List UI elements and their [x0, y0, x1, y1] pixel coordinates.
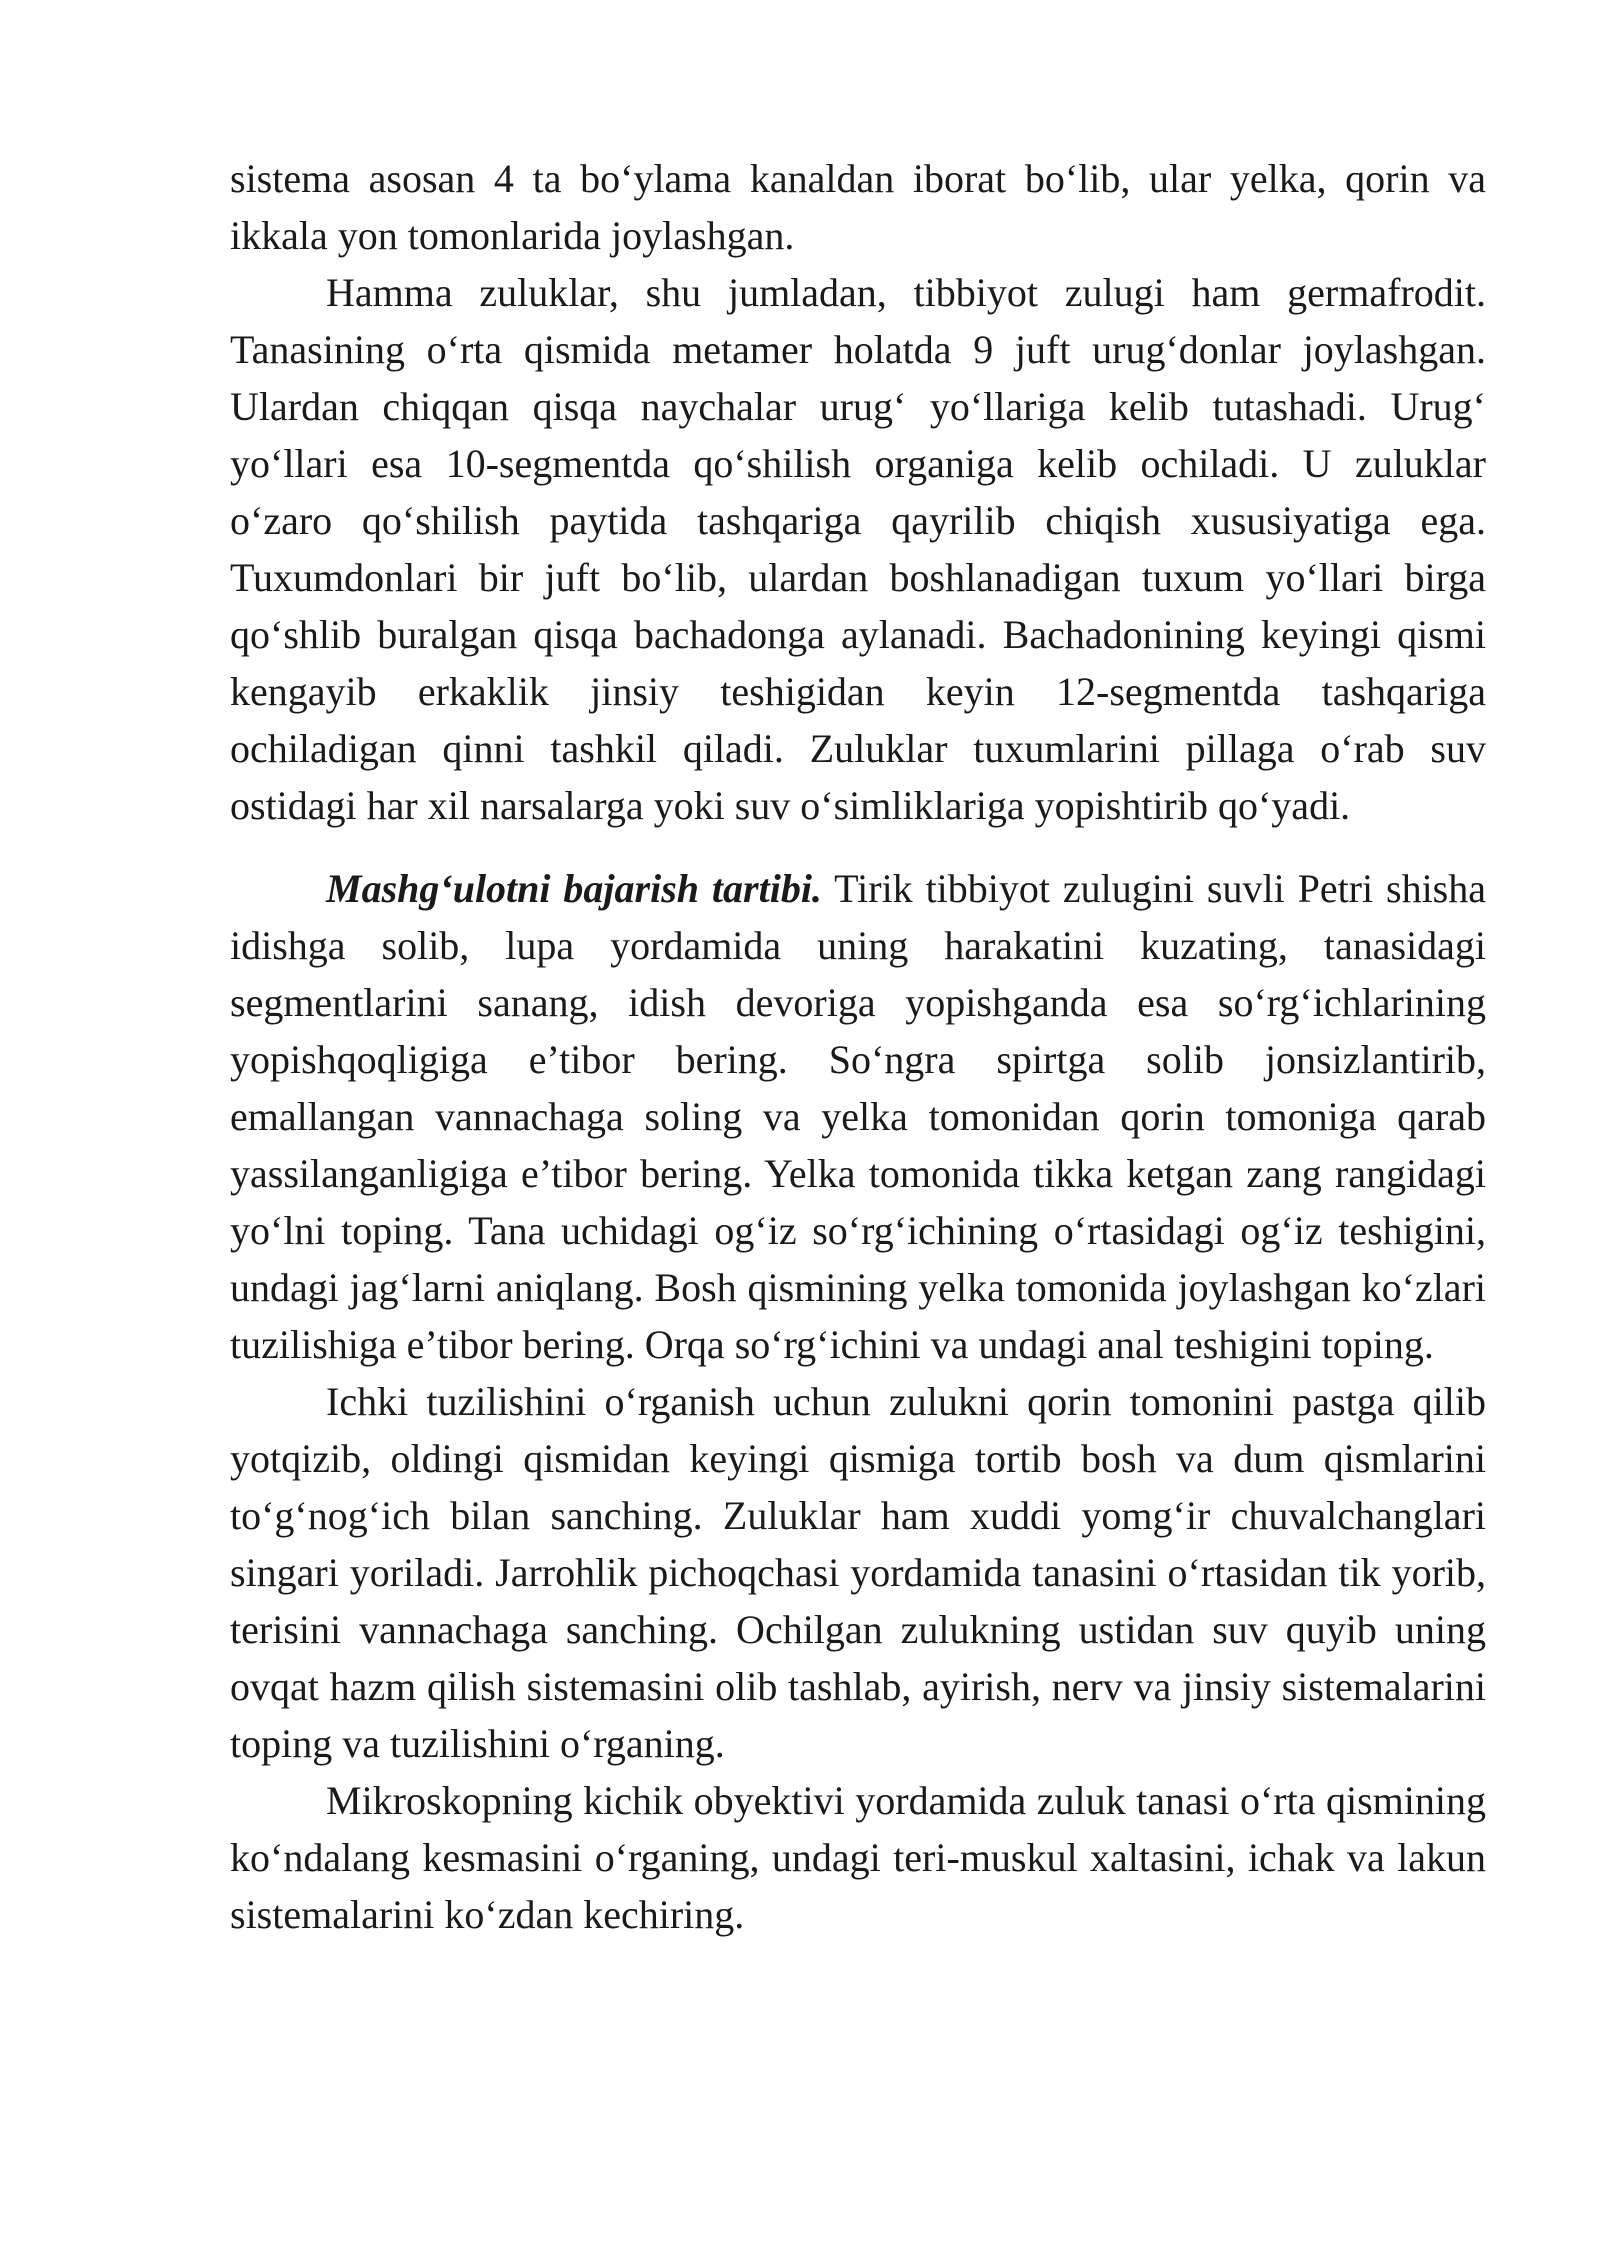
paragraph-text: Ichki tuzilishini o‘rganish uchun zulukni qorin tomonini pastga qilib yotqizib, oldingi qismidan keyingi qismiga tortib bosh va dum qismlarini to‘g‘nog‘ich bilan sanching. Zuluklar ham xuddi yomg‘ir chuvalchanglari singari yoriladi. Jarrohlik pichoqchasi yordamida tanasini o‘rtasidan tik yorib, terisini vannachaga sanching. Ochilgan zulukning ustidan suv quyib uning ovqat hazm qilish sistemasini olib tashlab, ayirish, nerv va jinsiy sistemalarini toping va tuzilishini o‘rganing. — [230, 1379, 1486, 1766]
paragraph-procedure — [230, 860, 1486, 1373]
paragraph-microscope — [230, 1772, 1486, 1943]
paragraph-continuation — [230, 150, 1486, 264]
document-page — [230, 150, 1486, 1943]
procedure-heading: Mashg‘ulotni bajarish tartibi. — [326, 866, 822, 911]
paragraph-internal-structure — [230, 1373, 1486, 1772]
paragraph-text: Mikroskopning kichik obyektivi yordamida zuluk tanasi o‘rta qismining ko‘ndalang kesmasini o‘rganing, undagi teri-muskul xaltasini, ichak va lakun sistemalarini ko‘zdan kechiring. — [230, 1778, 1486, 1937]
paragraph-text: Tirik tibbiyot zulugini suvli Petri shisha idishga solib, lupa yordamida uning harakatini kuzating, tanasidagi segmentlarini sanang, idish devoriga yopishganda esa so‘rg‘ichlarining yopishqoqligiga e’tibor bering. So‘ngra spirtga solib jonsizlantirib, emallangan vannachaga soling va yelka tomonidan qorin tomoniga qarab yassilanganligiga e’tibor bering. Yelka tomonida tikka ketgan zang rangidagi yo‘lni toping. Tana uchidagi og‘iz so‘rg‘ichining o‘rtasidagi og‘iz teshigini, undagi jag‘larni aniqlang. Bosh qismining yelka tomonida joylashgan ko‘zlari tuzilishiga e’tibor bering. Orqa so‘rg‘ichini va undagi anal teshigini toping. — [230, 866, 1487, 1367]
paragraph-text: Hamma zuluklar, shu jumladan, tibbiyot zulugi ham germafrodit. Tanasining o‘rta qismida metamer holatda 9 juft urug‘donlar joylashgan. Ulardan chiqqan qisqa naychalar urug‘ yo‘llariga kelib tutashadi. Urug‘ yo‘llari esa 10-segmentda qo‘shilish organiga kelib ochiladi. U zuluklar o‘zaro qo‘shilish paytida tashqariga qayrilib chiqish xususiyatiga ega. Tuxumdonlari bir juft bo‘lib, ulardan boshlanadigan tuxum yo‘llari birga qo‘shlib buralgan qisqa bachadonga aylanadi. Bachadonining keyingi qismi kengayib erkaklik jinsiy teshigidan keyin 12-segmentda tashqariga ochiladigan qinni tashkil qiladi. Zuluklar tuxumlarini pillaga o‘rab suv ostidagi har xil narsalarga yoki suv o‘simliklariga yopishtirib qo‘yadi. — [230, 270, 1486, 828]
paragraph-hermaphrodite — [230, 264, 1486, 834]
paragraph-text: sistema asosan 4 ta bo‘ylama kanaldan iborat bo‘lib, ular yelka, qorin va ikkala yon tomonlarida joylashgan. — [230, 156, 1486, 258]
